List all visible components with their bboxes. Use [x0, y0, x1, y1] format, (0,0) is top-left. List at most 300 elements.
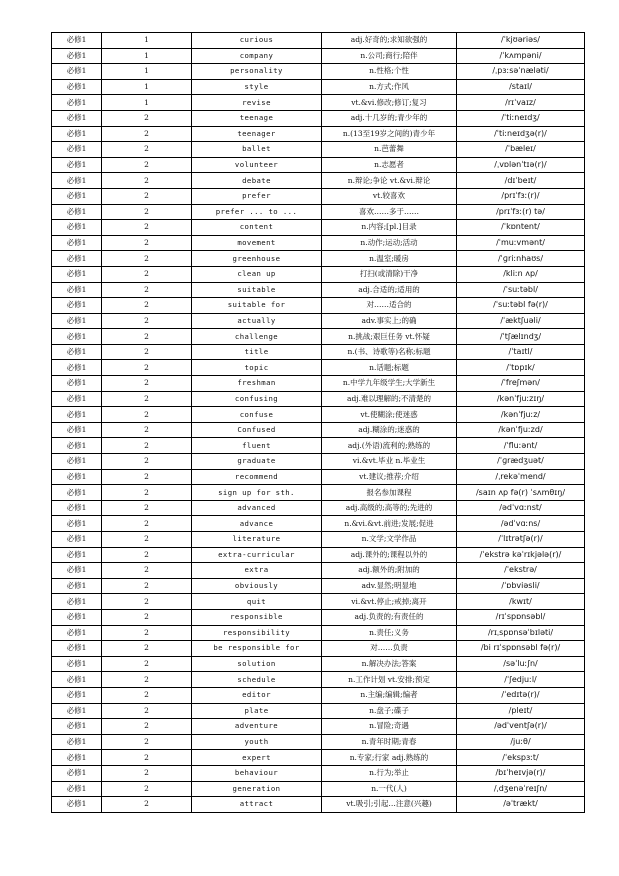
unit-cell: 2: [102, 547, 192, 563]
meaning-cell: n.动作;运动;活动: [322, 235, 457, 251]
book-cell: 必修1: [52, 438, 102, 454]
meaning-cell: adj.额外的;附加的: [322, 563, 457, 579]
book-cell: 必修1: [52, 126, 102, 142]
phonetic-cell: /ˈedɪtə(r)/: [457, 687, 585, 703]
phonetic-cell: /rɪˈvaɪz/: [457, 95, 585, 111]
word-cell: adventure: [192, 719, 322, 735]
book-cell: 必修1: [52, 516, 102, 532]
book-cell: 必修1: [52, 266, 102, 282]
unit-cell: 2: [102, 687, 192, 703]
phonetic-cell: /rɪˈspɒnsəbl/: [457, 609, 585, 625]
phonetic-cell: /rɪˌspɒnsəˈbɪləti/: [457, 625, 585, 641]
word-cell: Confused: [192, 422, 322, 438]
phonetic-cell: /kənˈfjuːzd/: [457, 422, 585, 438]
word-cell: actually: [192, 313, 322, 329]
word-cell: freshman: [192, 376, 322, 392]
unit-cell: 2: [102, 609, 192, 625]
unit-cell: 2: [102, 266, 192, 282]
unit-cell: 2: [102, 391, 192, 407]
table-row: [52, 422, 585, 438]
unit-cell: 2: [102, 220, 192, 236]
word-cell: youth: [192, 734, 322, 750]
phonetic-cell: /ˈsuːtəbl fə(r)/: [457, 298, 585, 314]
word-cell: prefer: [192, 188, 322, 204]
book-cell: 必修1: [52, 251, 102, 267]
phonetic-cell: /kənˈfjuːz/: [457, 407, 585, 423]
book-cell: 必修1: [52, 329, 102, 345]
table-row: [52, 532, 585, 548]
phonetic-cell: /ədˈventʃə(r)/: [457, 719, 585, 735]
meaning-cell: n.盘子;碟子: [322, 703, 457, 719]
word-cell: clean up: [192, 266, 322, 282]
book-cell: 必修1: [52, 95, 102, 111]
word-cell: volunteer: [192, 157, 322, 173]
phonetic-cell: /ˈɡrædʒuət/: [457, 454, 585, 470]
word-cell: revise: [192, 95, 322, 111]
table-row: [52, 625, 585, 641]
table-row: [52, 485, 585, 501]
word-cell: confusing: [192, 391, 322, 407]
book-cell: 必修1: [52, 609, 102, 625]
book-cell: 必修1: [52, 422, 102, 438]
meaning-cell: n.内容;[pl.]目录: [322, 220, 457, 236]
word-cell: debate: [192, 173, 322, 189]
meaning-cell: n.方式;作风: [322, 79, 457, 95]
phonetic-cell: /ˈlɪtrətʃə(r)/: [457, 532, 585, 548]
phonetic-cell: /bi rɪˈspɒnsəbl fə(r)/: [457, 641, 585, 657]
unit-cell: 2: [102, 438, 192, 454]
meaning-cell: vt.较喜欢: [322, 188, 457, 204]
table-row: [52, 781, 585, 797]
phonetic-cell: /ˈekstrə kəˈrɪkjələ(r)/: [457, 547, 585, 563]
table-row: [52, 594, 585, 610]
phonetic-cell: /ˈmuːvmənt/: [457, 235, 585, 251]
word-cell: extra-curricular: [192, 547, 322, 563]
phonetic-cell: /əˈtrækt/: [457, 797, 585, 813]
phonetic-cell: /ˈtaɪtl/: [457, 344, 585, 360]
book-cell: 必修1: [52, 157, 102, 173]
unit-cell: 2: [102, 188, 192, 204]
word-cell: behaviour: [192, 765, 322, 781]
table-row: [52, 750, 585, 766]
phonetic-cell: /ˈfreʃmən/: [457, 376, 585, 392]
book-cell: 必修1: [52, 282, 102, 298]
unit-cell: 2: [102, 656, 192, 672]
phonetic-cell: /ˈkɒntent/: [457, 220, 585, 236]
book-cell: 必修1: [52, 142, 102, 158]
table-row: [52, 547, 585, 563]
table-row: [52, 95, 585, 111]
meaning-cell: n.&vi.&vt.前进;发展;促进: [322, 516, 457, 532]
book-cell: 必修1: [52, 719, 102, 735]
table-row: [52, 563, 585, 579]
phonetic-cell: /səˈluːʃn/: [457, 656, 585, 672]
word-cell: title: [192, 344, 322, 360]
book-cell: 必修1: [52, 625, 102, 641]
phonetic-cell: /kənˈfjuːzɪŋ/: [457, 391, 585, 407]
table-row: [52, 360, 585, 376]
word-cell: solution: [192, 656, 322, 672]
table-row: [52, 376, 585, 392]
unit-cell: 2: [102, 142, 192, 158]
meaning-cell: n.志愿者: [322, 157, 457, 173]
meaning-cell: adj.难以理解的;不清楚的: [322, 391, 457, 407]
meaning-cell: n.一代(人): [322, 781, 457, 797]
unit-cell: 2: [102, 344, 192, 360]
table-row: [52, 734, 585, 750]
table-row: [52, 765, 585, 781]
word-cell: plate: [192, 703, 322, 719]
word-cell: obviously: [192, 578, 322, 594]
unit-cell: 2: [102, 173, 192, 189]
unit-cell: 2: [102, 797, 192, 813]
table-row: [52, 157, 585, 173]
unit-cell: 1: [102, 64, 192, 80]
word-cell: ballet: [192, 142, 322, 158]
unit-cell: 2: [102, 485, 192, 501]
meaning-cell: 喜欢……多于……: [322, 204, 457, 220]
book-cell: 必修1: [52, 687, 102, 703]
phonetic-cell: /ˈkjʊəriəs/: [457, 33, 585, 49]
meaning-cell: n.公司;商行;陪伴: [322, 48, 457, 64]
word-cell: graduate: [192, 454, 322, 470]
book-cell: 必修1: [52, 391, 102, 407]
meaning-cell: vi.&vt.停止;戒掉;离开: [322, 594, 457, 610]
word-cell: teenager: [192, 126, 322, 142]
book-cell: 必修1: [52, 344, 102, 360]
table-row: [52, 188, 585, 204]
vocabulary-table: [51, 32, 585, 813]
phonetic-cell: /kwɪt/: [457, 594, 585, 610]
word-cell: topic: [192, 360, 322, 376]
meaning-cell: vt.吸引;引起…注意(兴趣): [322, 797, 457, 813]
phonetic-cell: /ˈsuːtəbl/: [457, 282, 585, 298]
phonetic-cell: /juːθ/: [457, 734, 585, 750]
unit-cell: 1: [102, 79, 192, 95]
vocabulary-sheet: [51, 32, 585, 813]
unit-cell: 2: [102, 235, 192, 251]
phonetic-cell: /ədˈvɑːnst/: [457, 500, 585, 516]
unit-cell: 2: [102, 781, 192, 797]
word-cell: confuse: [192, 407, 322, 423]
unit-cell: 1: [102, 48, 192, 64]
table-row: [52, 298, 585, 314]
meaning-cell: 对……负责: [322, 641, 457, 657]
unit-cell: 2: [102, 407, 192, 423]
phonetic-cell: /ˈtiːneɪdʒ/: [457, 110, 585, 126]
book-cell: 必修1: [52, 750, 102, 766]
book-cell: 必修1: [52, 204, 102, 220]
table-row: [52, 578, 585, 594]
phonetic-cell: /ˈtiːneɪdʒə(r)/: [457, 126, 585, 142]
meaning-cell: n.温室;暖房: [322, 251, 457, 267]
table-row: [52, 329, 585, 345]
table-row: [52, 173, 585, 189]
word-cell: extra: [192, 563, 322, 579]
word-cell: literature: [192, 532, 322, 548]
word-cell: editor: [192, 687, 322, 703]
meaning-cell: n.文学;文学作品: [322, 532, 457, 548]
word-cell: attract: [192, 797, 322, 813]
meaning-cell: adv.显然;明显地: [322, 578, 457, 594]
table-row: [52, 235, 585, 251]
phonetic-cell: /bɪˈheɪvjə(r)/: [457, 765, 585, 781]
phonetic-cell: /prɪˈfɜː(r)/: [457, 188, 585, 204]
book-cell: 必修1: [52, 563, 102, 579]
phonetic-cell: /ˈtʃælɪndʒ/: [457, 329, 585, 345]
book-cell: 必修1: [52, 173, 102, 189]
unit-cell: 2: [102, 516, 192, 532]
unit-cell: 2: [102, 376, 192, 392]
word-cell: advanced: [192, 500, 322, 516]
table-row: [52, 313, 585, 329]
table-row: [52, 656, 585, 672]
phonetic-cell: /ˌdʒenəˈreɪʃn/: [457, 781, 585, 797]
table-row: [52, 797, 585, 813]
book-cell: 必修1: [52, 360, 102, 376]
table-row: [52, 516, 585, 532]
word-cell: responsible: [192, 609, 322, 625]
meaning-cell: n.芭蕾舞: [322, 142, 457, 158]
meaning-cell: vt.建议;推荐;介绍: [322, 469, 457, 485]
phonetic-cell: /ˈɡriːnhaʊs/: [457, 251, 585, 267]
unit-cell: 2: [102, 672, 192, 688]
unit-cell: 2: [102, 298, 192, 314]
unit-cell: 2: [102, 625, 192, 641]
word-cell: greenhouse: [192, 251, 322, 267]
phonetic-cell: /ˌpɜːsəˈnæləti/: [457, 64, 585, 80]
book-cell: 必修1: [52, 376, 102, 392]
book-cell: 必修1: [52, 235, 102, 251]
table-row: [52, 79, 585, 95]
book-cell: 必修1: [52, 454, 102, 470]
meaning-cell: adj.高级的;高等的;先进的: [322, 500, 457, 516]
phonetic-cell: /ˈekspɜːt/: [457, 750, 585, 766]
word-cell: sign up for sth.: [192, 485, 322, 501]
phonetic-cell: /ˈekstrə/: [457, 563, 585, 579]
word-cell: movement: [192, 235, 322, 251]
table-row: [52, 126, 585, 142]
unit-cell: 2: [102, 126, 192, 142]
table-row: [52, 609, 585, 625]
meaning-cell: n.辩论;争论 vt.&vi.辩论: [322, 173, 457, 189]
phonetic-cell: /ˌrekəˈmend/: [457, 469, 585, 485]
unit-cell: 2: [102, 641, 192, 657]
word-cell: responsibility: [192, 625, 322, 641]
book-cell: 必修1: [52, 547, 102, 563]
meaning-cell: adj.好奇的;求知欲强的: [322, 33, 457, 49]
unit-cell: 2: [102, 422, 192, 438]
meaning-cell: vi.&vt.毕业 n.毕业生: [322, 454, 457, 470]
table-row: [52, 454, 585, 470]
meaning-cell: n.(书、诗歌等)名称;标题: [322, 344, 457, 360]
book-cell: 必修1: [52, 298, 102, 314]
meaning-cell: n.青年时期;青春: [322, 734, 457, 750]
unit-cell: 2: [102, 110, 192, 126]
unit-cell: 2: [102, 204, 192, 220]
word-cell: curious: [192, 33, 322, 49]
unit-cell: 1: [102, 33, 192, 49]
phonetic-cell: /saɪn ʌp fə(r) ˈsʌmθɪŋ/: [457, 485, 585, 501]
unit-cell: 2: [102, 532, 192, 548]
word-cell: teenage: [192, 110, 322, 126]
word-cell: advance: [192, 516, 322, 532]
word-cell: schedule: [192, 672, 322, 688]
book-cell: 必修1: [52, 781, 102, 797]
meaning-cell: n.冒险;奇遇: [322, 719, 457, 735]
meaning-cell: n.责任;义务: [322, 625, 457, 641]
word-cell: generation: [192, 781, 322, 797]
unit-cell: 2: [102, 313, 192, 329]
meaning-cell: n.话题;标题: [322, 360, 457, 376]
meaning-cell: n.专家;行家 adj.熟练的: [322, 750, 457, 766]
unit-cell: 2: [102, 500, 192, 516]
meaning-cell: n.工作计划 vt.安排;预定: [322, 672, 457, 688]
unit-cell: 2: [102, 750, 192, 766]
book-cell: 必修1: [52, 407, 102, 423]
book-cell: 必修1: [52, 656, 102, 672]
meaning-cell: n.解决办法;答案: [322, 656, 457, 672]
table-row: [52, 438, 585, 454]
meaning-cell: n.挑战;艰巨任务 vt.怀疑: [322, 329, 457, 345]
book-cell: 必修1: [52, 734, 102, 750]
phonetic-cell: /ˈkʌmpəni/: [457, 48, 585, 64]
book-cell: 必修1: [52, 703, 102, 719]
book-cell: 必修1: [52, 672, 102, 688]
book-cell: 必修1: [52, 532, 102, 548]
unit-cell: 2: [102, 578, 192, 594]
table-row: [52, 500, 585, 516]
meaning-cell: 打扫(或清除)干净: [322, 266, 457, 282]
table-row: [52, 33, 585, 49]
book-cell: 必修1: [52, 578, 102, 594]
phonetic-cell: /ˌvɒlənˈtɪə(r)/: [457, 157, 585, 173]
meaning-cell: adv.事实上;的确: [322, 313, 457, 329]
book-cell: 必修1: [52, 469, 102, 485]
book-cell: 必修1: [52, 79, 102, 95]
unit-cell: 2: [102, 251, 192, 267]
phonetic-cell: /pleɪt/: [457, 703, 585, 719]
book-cell: 必修1: [52, 797, 102, 813]
meaning-cell: n.性格;个性: [322, 64, 457, 80]
book-cell: 必修1: [52, 220, 102, 236]
table-row: [52, 266, 585, 282]
phonetic-cell: /ˈæktʃuəli/: [457, 313, 585, 329]
phonetic-cell: /ˈtɒpɪk/: [457, 360, 585, 376]
meaning-cell: adj.(外语)流利的;熟练的: [322, 438, 457, 454]
table-row: [52, 407, 585, 423]
table-row: [52, 687, 585, 703]
phonetic-cell: /dɪˈbeɪt/: [457, 173, 585, 189]
unit-cell: 2: [102, 703, 192, 719]
table-row: [52, 110, 585, 126]
table-row: [52, 48, 585, 64]
word-cell: personality: [192, 64, 322, 80]
table-row: [52, 641, 585, 657]
phonetic-cell: /ˈfluːənt/: [457, 438, 585, 454]
meaning-cell: n.行为;举止: [322, 765, 457, 781]
meaning-cell: adj.糊涂的;迷惑的: [322, 422, 457, 438]
book-cell: 必修1: [52, 48, 102, 64]
meaning-cell: n.主编;编辑;编者: [322, 687, 457, 703]
book-cell: 必修1: [52, 765, 102, 781]
word-cell: recommend: [192, 469, 322, 485]
table-row: [52, 469, 585, 485]
book-cell: 必修1: [52, 500, 102, 516]
meaning-cell: adj.十几岁的;青少年的: [322, 110, 457, 126]
word-cell: quit: [192, 594, 322, 610]
phonetic-cell: /kliːn ʌp/: [457, 266, 585, 282]
book-cell: 必修1: [52, 641, 102, 657]
unit-cell: 2: [102, 329, 192, 345]
phonetic-cell: /ˈʃedjuːl/: [457, 672, 585, 688]
word-cell: company: [192, 48, 322, 64]
phonetic-cell: /staɪl/: [457, 79, 585, 95]
word-cell: suitable for: [192, 298, 322, 314]
unit-cell: 2: [102, 157, 192, 173]
table-row: [52, 204, 585, 220]
unit-cell: 2: [102, 734, 192, 750]
meaning-cell: vt.使糊涂;使迷惑: [322, 407, 457, 423]
word-cell: suitable: [192, 282, 322, 298]
book-cell: 必修1: [52, 33, 102, 49]
table-row: [52, 282, 585, 298]
unit-cell: 2: [102, 360, 192, 376]
table-row: [52, 344, 585, 360]
unit-cell: 2: [102, 765, 192, 781]
unit-cell: 2: [102, 563, 192, 579]
vocabulary-table-body: [52, 33, 585, 813]
book-cell: 必修1: [52, 594, 102, 610]
table-row: [52, 391, 585, 407]
table-row: [52, 672, 585, 688]
table-row: [52, 64, 585, 80]
word-cell: style: [192, 79, 322, 95]
meaning-cell: 报名参加课程: [322, 485, 457, 501]
unit-cell: 1: [102, 95, 192, 111]
unit-cell: 2: [102, 594, 192, 610]
table-row: [52, 142, 585, 158]
unit-cell: 2: [102, 454, 192, 470]
meaning-cell: adj.负责的;有责任的: [322, 609, 457, 625]
meaning-cell: vt.&vi.修改;修订;复习: [322, 95, 457, 111]
unit-cell: 2: [102, 719, 192, 735]
word-cell: expert: [192, 750, 322, 766]
table-row: [52, 220, 585, 236]
unit-cell: 2: [102, 282, 192, 298]
phonetic-cell: /ədˈvɑːns/: [457, 516, 585, 532]
meaning-cell: 对……适合的: [322, 298, 457, 314]
word-cell: prefer ... to ...: [192, 204, 322, 220]
book-cell: 必修1: [52, 313, 102, 329]
meaning-cell: adj.课外的;课程以外的: [322, 547, 457, 563]
unit-cell: 2: [102, 469, 192, 485]
table-row: [52, 251, 585, 267]
book-cell: 必修1: [52, 188, 102, 204]
book-cell: 必修1: [52, 64, 102, 80]
word-cell: fluent: [192, 438, 322, 454]
table-row: [52, 719, 585, 735]
meaning-cell: n.(13至19岁之间的)青少年: [322, 126, 457, 142]
book-cell: 必修1: [52, 110, 102, 126]
table-row: [52, 703, 585, 719]
meaning-cell: adj.合适的;适用的: [322, 282, 457, 298]
phonetic-cell: /ˈɒbviəsli/: [457, 578, 585, 594]
book-cell: 必修1: [52, 485, 102, 501]
word-cell: be responsible for: [192, 641, 322, 657]
meaning-cell: n.中学九年级学生;大学新生: [322, 376, 457, 392]
phonetic-cell: /prɪˈfɜː(r) tə/: [457, 204, 585, 220]
